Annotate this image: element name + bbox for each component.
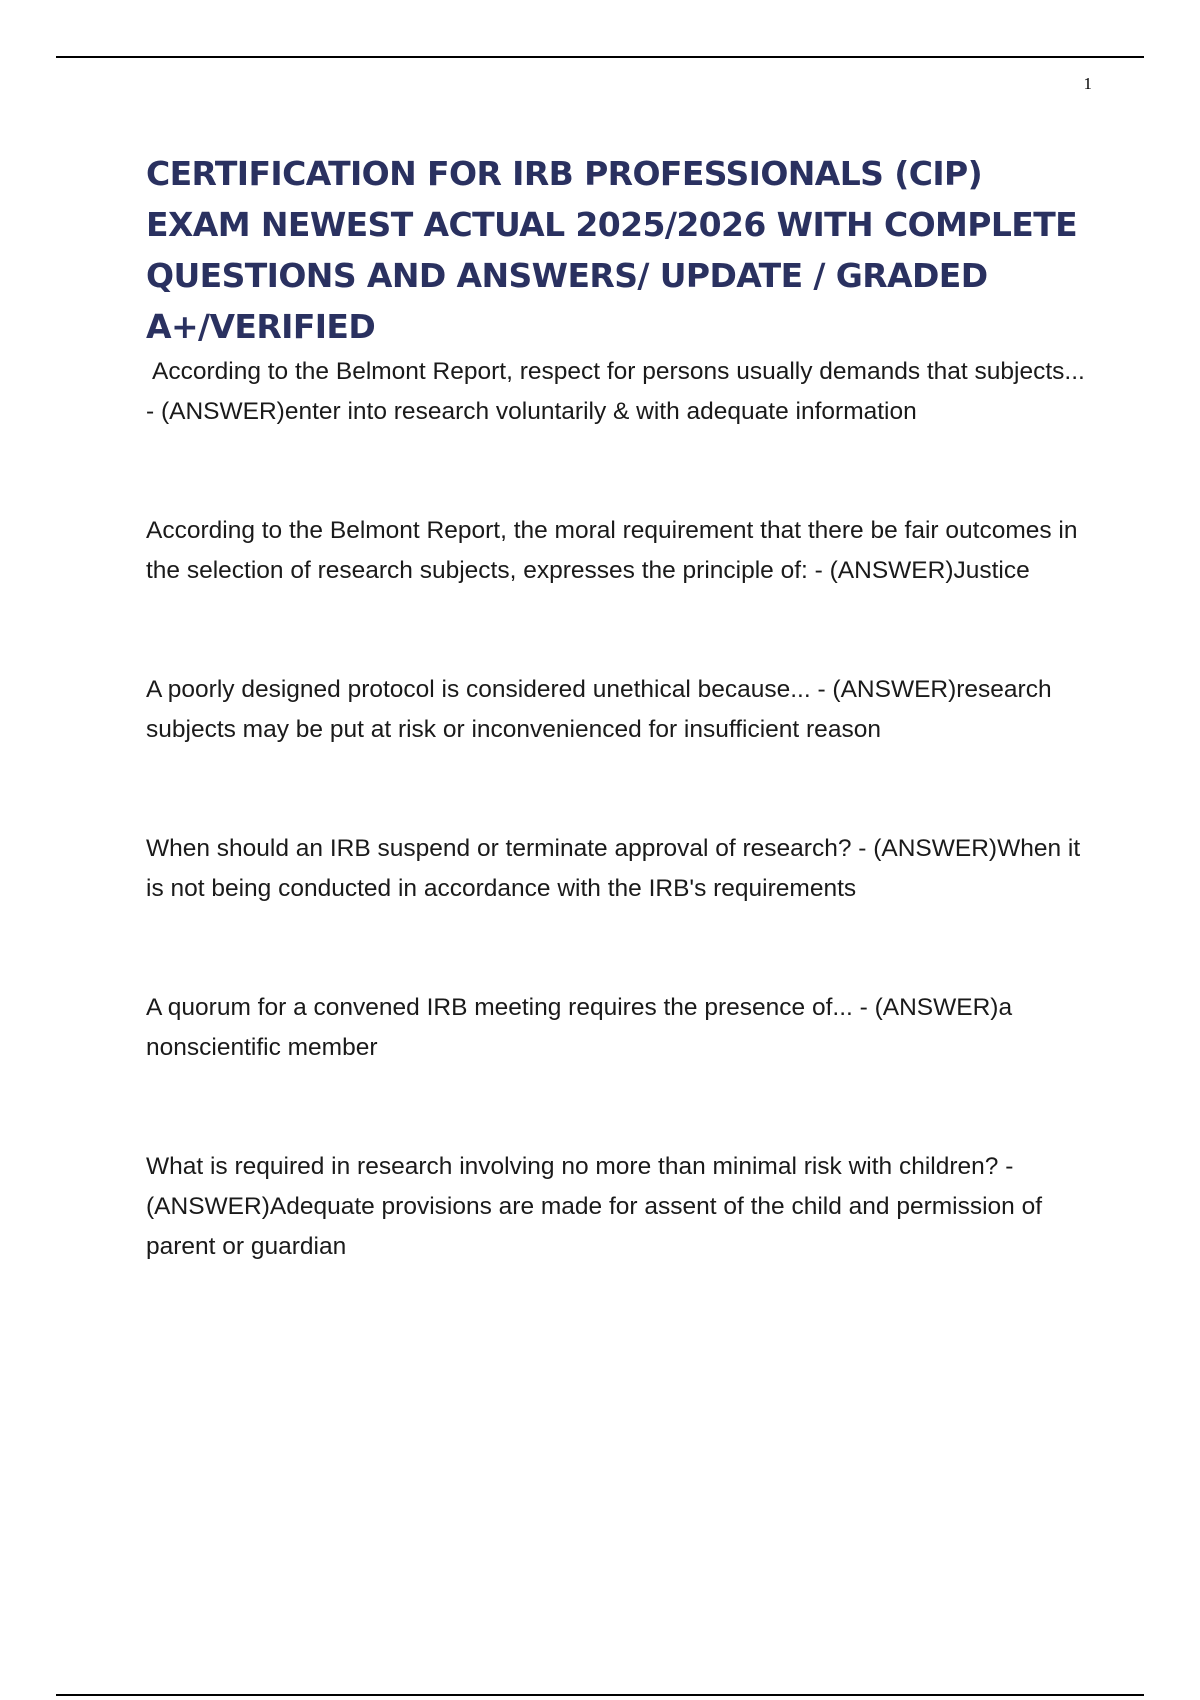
qa-item: [146, 352, 1092, 432]
document-title: CERTIFICATION FOR IRB PROFESSIONALS (CIP) EXAM NEWEST ACTUAL 2025/2026 WITH COMPLETE QUESTIONS AND ANSWERS/ UPDATE / GRADED A+/VERIFIED: [146, 154, 1078, 346]
page-number: 1: [1083, 74, 1092, 93]
question-text: A poorly designed protocol is considered unethical because... -: [146, 676, 833, 703]
question-text: When should an IRB suspend or terminate approval of research? -: [146, 835, 874, 862]
answer-text: (ANSWER)research subjects may be put at risk or inconvenienced for insufficient reason: [146, 676, 1052, 743]
answer-text: (ANSWER)Justice: [829, 557, 1030, 584]
question-text: A quorum for a convened IRB meeting requires the presence of... -: [146, 994, 875, 1021]
answer-text: (ANSWER)a nonscientific member: [146, 994, 1013, 1061]
question-text: What is required in research involving no more than minimal risk with children? -: [146, 1153, 1014, 1180]
question-text: According to the Belmont Report, the moral requirement that there be fair outcomes in the selection of research subjects, expresses the principle of: -: [146, 517, 1078, 584]
answer-text: (ANSWER)When it is not being conducted in accordance with the IRB's requirements: [146, 835, 1081, 902]
document-body: [146, 148, 1092, 1267]
spacer: [146, 750, 1092, 829]
answer-text: (ANSWER)Adequate provisions are made for assent of the child and permission of parent or guardian: [146, 1193, 1043, 1260]
qa-item: [146, 988, 1092, 1068]
footer-rule: [56, 1694, 1144, 1696]
question-text: According to the Belmont Report, respect for persons usually demands that subjects... -: [146, 358, 1085, 425]
answer-text: (ANSWER)enter into research voluntarily & with adequate information: [160, 398, 917, 425]
spacer: [146, 1068, 1092, 1147]
qa-item: [146, 511, 1092, 591]
qa-item: [146, 829, 1092, 909]
spacer: [146, 432, 1092, 511]
spacer: [146, 909, 1092, 988]
header-rule: [56, 56, 1144, 58]
qa-item: [146, 670, 1092, 750]
spacer: [146, 591, 1092, 670]
qa-item: [146, 1147, 1092, 1267]
